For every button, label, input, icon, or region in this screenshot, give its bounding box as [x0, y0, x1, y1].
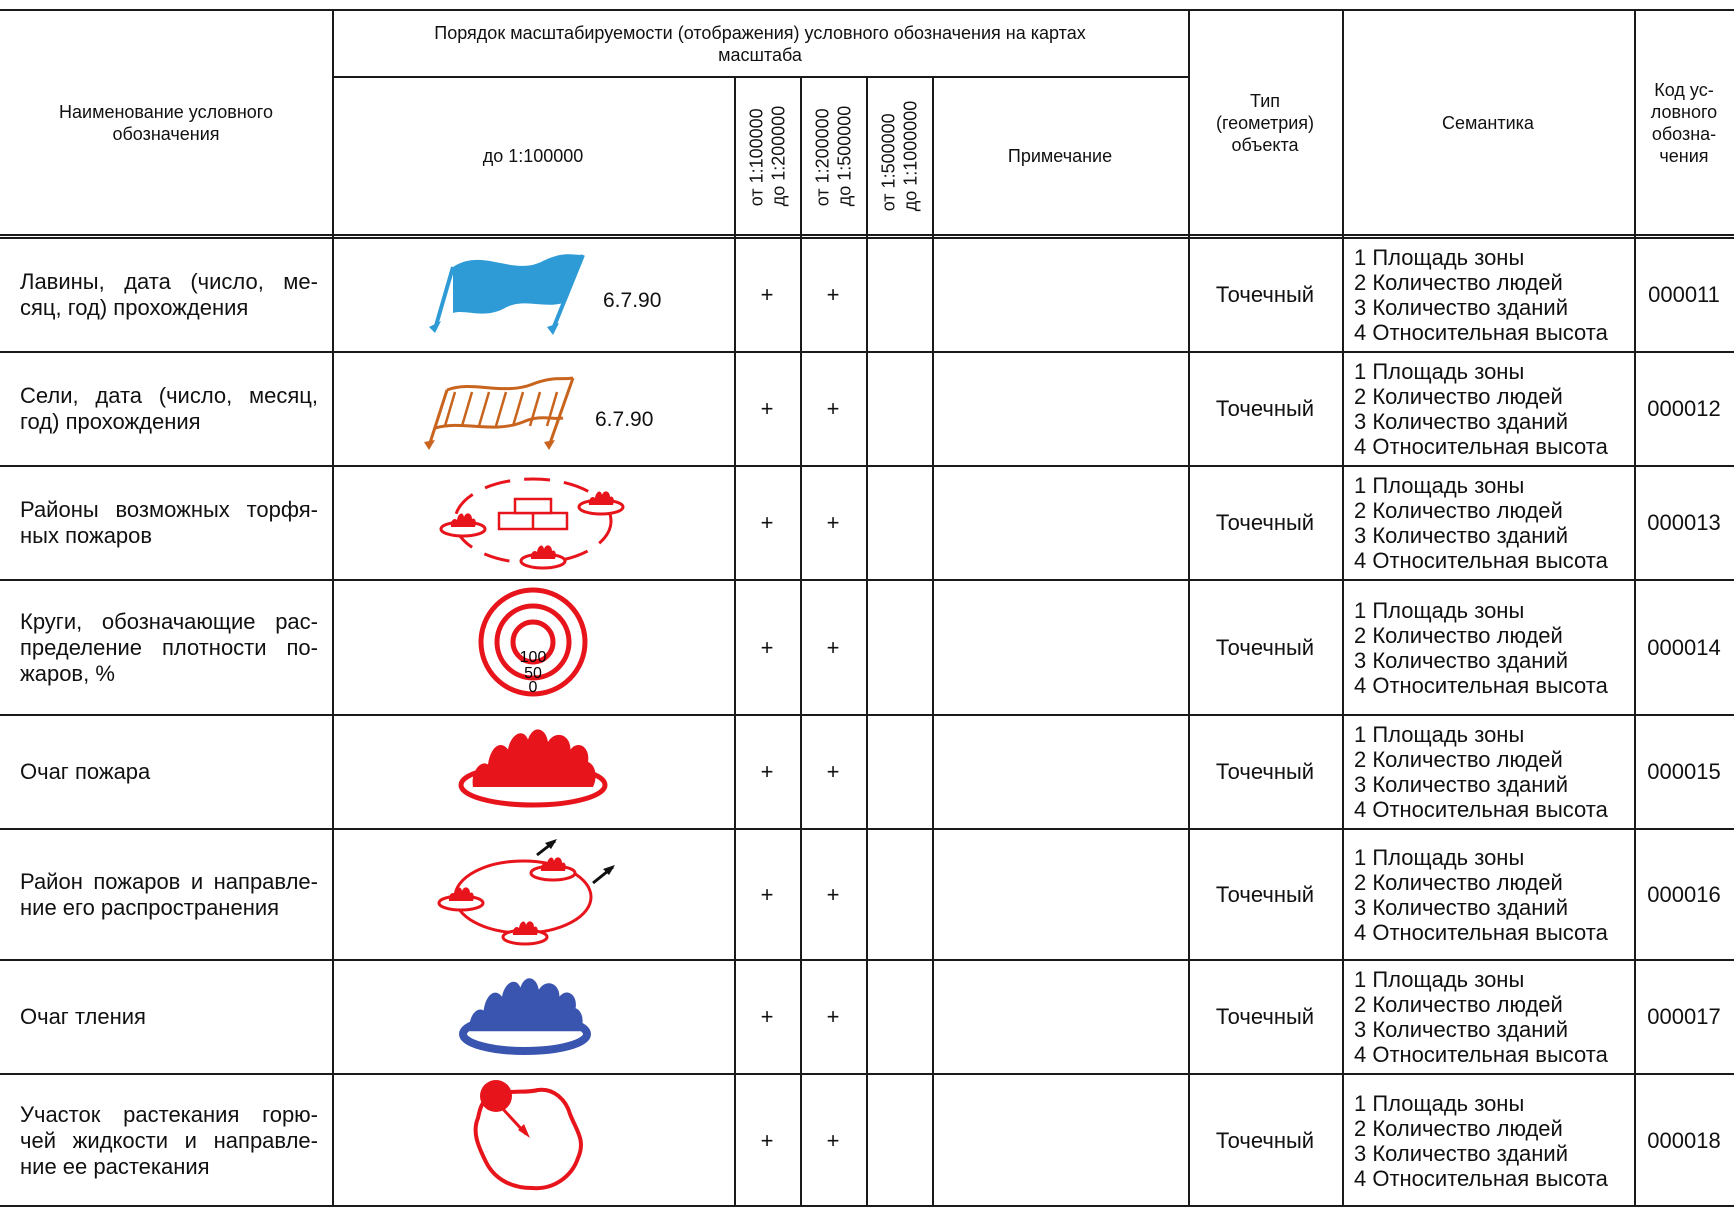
header-scale-3 [800, 77, 866, 235]
scale-mark-1m [866, 1074, 932, 1207]
semantics-item: 4 Относительная высота [1354, 672, 1608, 698]
semantics-item: 1 Площадь зоны [1354, 359, 1525, 384]
semantics-item: 1 Площадь зоны [1354, 967, 1525, 992]
density-label-50: 50 [524, 665, 542, 682]
fire-spread-area-icon [433, 837, 633, 952]
object-type: Точечный [1215, 634, 1315, 660]
header-scale-group-text: Порядок масштабируемости (отображения) условного обозначения на картах масштаба [434, 22, 1086, 65]
symbol-name: Лавины, дата (число, ме- сяц, год) прохождения [20, 268, 318, 320]
header-semantics-text: Семантика [1442, 112, 1534, 133]
semantics-list [1342, 1074, 1634, 1207]
semantics-item: 2 Количество людей [1354, 498, 1563, 523]
scale-mark-200k: + [760, 396, 774, 421]
symbol-image-cell [332, 352, 734, 466]
symbol-image-cell [332, 580, 734, 715]
symbol-image-cell [332, 829, 734, 960]
semantics-list [1342, 960, 1634, 1074]
header-type-text: Тип (геометрия) объекта [1215, 90, 1315, 155]
header-scale-3-vertical [811, 106, 855, 207]
object-type: Точечный [1215, 1004, 1315, 1029]
symbol-name: Районы возможных торфя- ных пожаров [20, 497, 318, 548]
scale-mark-1m [866, 715, 932, 829]
semantics-item: 2 Количество людей [1354, 622, 1563, 648]
symbol-date-label: 6.7.90 [603, 289, 662, 312]
semantics-item: 3 Количество зданий [1354, 523, 1569, 548]
symbol-code: 000013 [1647, 510, 1721, 535]
scale-mark-500k: + [826, 1004, 840, 1029]
scale-mark-200k: + [760, 881, 774, 907]
note-cell [932, 829, 1188, 960]
header-scale-1-text: до 1:100000 [482, 146, 584, 166]
scale-mark-500k: + [826, 510, 840, 535]
header-name-text: Наименование условного обозначения [59, 101, 273, 144]
symbol-image-cell [332, 1074, 734, 1207]
semantics-list [1342, 237, 1634, 352]
header-scale-3-line2: до 1:500000 [834, 105, 854, 207]
column-divider [332, 9, 334, 1207]
semantics-item: 4 Относительная высота [1354, 1042, 1608, 1067]
scale-mark-500k: + [826, 759, 840, 784]
semantics-list [1342, 715, 1634, 829]
header-scale-group [332, 10, 1188, 77]
header-name-column [0, 10, 332, 235]
semantics-item: 3 Количество зданий [1354, 894, 1569, 920]
semantics-item: 4 Относительная высота [1354, 434, 1608, 459]
semantics-item: 4 Относительная высота [1354, 548, 1608, 573]
semantics-list [1342, 829, 1634, 960]
object-type: Точечный [1215, 1127, 1315, 1153]
symbol-code: 000014 [1647, 634, 1721, 660]
semantics-item: 1 Площадь зоны [1354, 597, 1525, 623]
symbol-name: Очаг пожара [20, 759, 151, 784]
column-divider [932, 76, 934, 1207]
scale-mark-1m [866, 580, 932, 715]
note-cell [932, 466, 1188, 580]
semantics-item: 4 Относительная высота [1354, 1165, 1608, 1191]
note-cell [932, 1074, 1188, 1207]
note-cell [932, 580, 1188, 715]
header-scale-4 [866, 77, 932, 235]
header-note-text: Примечание [1007, 146, 1113, 166]
semantics-item: 4 Относительная высота [1354, 919, 1608, 945]
semantics-item: 2 Количество людей [1354, 269, 1563, 295]
header-scale-4-line2: до 1:1000000 [900, 100, 921, 212]
scale-mark-200k: + [760, 634, 774, 660]
density-label-100: 100 [519, 649, 547, 666]
object-type: Точечный [1215, 881, 1315, 907]
header-note-column [932, 77, 1188, 235]
symbol-name: Очаг тления [20, 1004, 146, 1029]
symbol-code: 000018 [1647, 1127, 1721, 1153]
scale-mark-500k: + [826, 634, 840, 660]
header-scale-2-line1: от 1:100000 [746, 108, 766, 207]
header-code-column [1634, 10, 1734, 235]
semantics-item: 2 Количество людей [1354, 992, 1563, 1017]
semantics-item: 2 Количество людей [1354, 869, 1563, 895]
header-scale-4-line1: от 1:500000 [878, 113, 899, 212]
column-divider [800, 76, 802, 1207]
header-scale-2-vertical [745, 106, 789, 207]
scale-mark-1m [866, 829, 932, 960]
header-scale-1 [332, 77, 734, 235]
row-divider [0, 9, 1734, 11]
column-divider [866, 76, 868, 1207]
semantics-item: 1 Площадь зоны [1354, 722, 1525, 747]
symbol-code: 000017 [1647, 1004, 1721, 1029]
header-scale-2 [734, 77, 800, 235]
scale-mark-200k: + [760, 281, 774, 307]
semantics-item: 3 Количество зданий [1354, 1017, 1569, 1042]
symbol-name: Круги, обозначающие рас- пределение плотности по- жаров, % [20, 608, 318, 686]
object-type: Точечный [1215, 396, 1315, 421]
semantics-item: 3 Количество зданий [1354, 1140, 1569, 1166]
liquid-spill-icon [458, 1078, 608, 1203]
symbol-name: Участок растекания горю- чей жидкости и направле- ние ее растекания [20, 1101, 318, 1179]
symbol-code: 000012 [1647, 396, 1721, 421]
symbol-code: 000015 [1647, 759, 1721, 784]
header-code-text: Код ус- ловного обозна- чения [1650, 79, 1718, 166]
header-scale-4-vertical [877, 101, 921, 212]
scale-mark-200k: + [760, 510, 774, 535]
note-cell [932, 715, 1188, 829]
semantics-list [1342, 352, 1634, 466]
column-divider [1342, 9, 1344, 1207]
scale-mark-200k: + [760, 759, 774, 784]
column-divider [734, 76, 736, 1207]
semantics-item: 4 Относительная высота [1354, 797, 1608, 822]
peat-fire-area-icon [433, 471, 633, 576]
row-divider [332, 76, 1188, 78]
smoldering-source-icon [453, 970, 613, 1065]
semantics-item: 3 Количество зданий [1354, 647, 1569, 673]
semantics-list [1342, 466, 1634, 580]
scale-mark-500k: + [826, 1127, 840, 1153]
scale-mark-500k: + [826, 281, 840, 307]
symbol-image-cell [332, 715, 734, 829]
symbol-date-label: 6.7.90 [595, 407, 654, 431]
symbol-code: 000016 [1647, 881, 1721, 907]
scale-mark-1m [866, 237, 932, 352]
semantics-item: 2 Количество людей [1354, 384, 1563, 409]
fire-density-circles-icon [463, 580, 603, 715]
semantics-item: 3 Количество зданий [1354, 409, 1569, 434]
semantics-list [1342, 580, 1634, 715]
scale-mark-200k: + [760, 1004, 774, 1029]
semantics-item: 1 Площадь зоны [1354, 473, 1525, 498]
scale-mark-1m [866, 352, 932, 466]
note-cell [932, 237, 1188, 352]
symbol-code: 000011 [1648, 281, 1720, 307]
semantics-item: 1 Площадь зоны [1354, 244, 1525, 270]
semantics-item: 2 Количество людей [1354, 747, 1563, 772]
semantics-item: 1 Площадь зоны [1354, 844, 1525, 870]
density-label-0: 0 [528, 679, 538, 696]
scale-mark-500k: + [826, 881, 840, 907]
scale-mark-1m [866, 466, 932, 580]
column-divider [1188, 9, 1190, 1207]
symbol-name: Сели, дата (число, месяц, год) прохождения [20, 383, 318, 434]
symbol-image-cell [332, 237, 734, 352]
header-scale-3-line1: от 1:200000 [812, 108, 832, 207]
object-type: Точечный [1215, 510, 1315, 535]
mudflow-flag-icon [413, 362, 653, 457]
note-cell [932, 352, 1188, 466]
header-type-column [1188, 10, 1342, 235]
semantics-item: 3 Количество зданий [1354, 294, 1569, 320]
fire-source-icon [453, 725, 613, 820]
avalanche-flag-icon [413, 247, 662, 342]
scale-mark-1m [866, 960, 932, 1074]
symbol-name: Район пожаров и направле- ние его распространения [20, 868, 318, 920]
header-semantics-column [1342, 10, 1634, 235]
object-type: Точечный [1215, 759, 1315, 784]
scale-mark-500k: + [826, 396, 840, 421]
scale-mark-200k: + [760, 1127, 774, 1153]
header-scale-2-line2: до 1:200000 [768, 105, 788, 207]
symbol-image-cell [332, 466, 734, 580]
column-divider [1634, 9, 1636, 1207]
note-cell [932, 960, 1188, 1074]
semantics-item: 1 Площадь зоны [1354, 1090, 1525, 1116]
semantics-item: 3 Количество зданий [1354, 772, 1569, 797]
object-type: Точечный [1215, 281, 1315, 307]
semantics-item: 4 Относительная высота [1354, 319, 1608, 345]
symbol-image-cell [332, 960, 734, 1074]
semantics-item: 2 Количество людей [1354, 1115, 1563, 1141]
